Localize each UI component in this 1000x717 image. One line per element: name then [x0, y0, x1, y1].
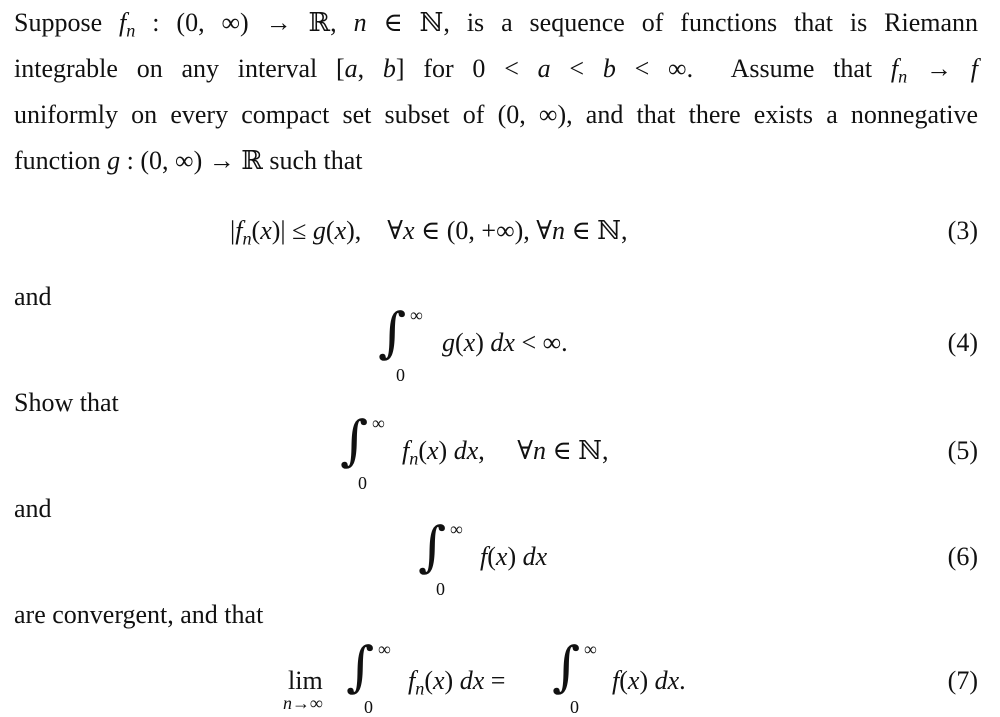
equation-7-right: f(x) dx. — [612, 666, 686, 695]
equation-6: f(x) dx — [480, 542, 548, 571]
connector-and-1: and — [14, 282, 52, 311]
integral-sign-7-right: ∫ — [552, 635, 581, 698]
integral-sign-6: ∫ — [418, 515, 447, 578]
integral-upper-6: ∞ — [450, 519, 463, 539]
integral-sign-7-left: ∫ — [346, 635, 375, 698]
equation-number-7: (7) — [947, 666, 978, 695]
problem-line-3: uniformly on every compact set subset of (0, ∞), and that there exists a nonnegative — [14, 100, 978, 129]
equation-number-3: (3) — [947, 216, 978, 245]
equation-4: g(x) dx < ∞. — [442, 328, 568, 357]
equation-number-4: (4) — [947, 328, 978, 357]
integral-upper-4: ∞ — [410, 305, 423, 325]
problem-line-2: integrable on any interval [a, b] for 0 < a < b < ∞. Assume that $f_n \to f$ — [14, 54, 979, 87]
equation-3: $|f_n(x)| \le g(x)$, ∀x ∈ (0, +∞), ∀n ∈ ℕ, — [230, 216, 628, 249]
problem-line-1: Suppose $f_n$ : (0, ∞) → ℝ, n ∈ ℕ, is a sequence of functions that is Riemann — [14, 8, 979, 41]
integral-lower-7-left: 0 — [364, 697, 373, 717]
problem-line-4: function g : (0, ∞) → ℝ such that — [14, 146, 363, 175]
integral-sign-4: ∫ — [378, 301, 407, 364]
limit-word: lim — [288, 666, 323, 695]
integral-sign-5: ∫ — [340, 409, 369, 472]
show-that: Show that — [14, 388, 119, 417]
integral-upper-5: ∞ — [372, 413, 385, 433]
integral-lower-7-right: 0 — [570, 697, 579, 717]
equation-7-left: $f_n(x)$ dx = — [408, 666, 506, 699]
convergent-text: are convergent, and that — [14, 600, 264, 629]
integral-lower-6: 0 — [436, 579, 445, 599]
integral-lower-4: 0 — [396, 365, 405, 385]
equation-number-5: (5) — [947, 436, 978, 465]
limit-subscript: n→∞ — [283, 693, 323, 713]
integral-upper-7-right: ∞ — [584, 639, 597, 659]
connector-and-2: and — [14, 494, 52, 523]
equation-5: $f_n(x)$ dx, ∀n ∈ ℕ, — [402, 436, 609, 469]
integral-upper-7-left: ∞ — [378, 639, 391, 659]
equation-number-6: (6) — [947, 542, 978, 571]
integral-lower-5: 0 — [358, 473, 367, 493]
